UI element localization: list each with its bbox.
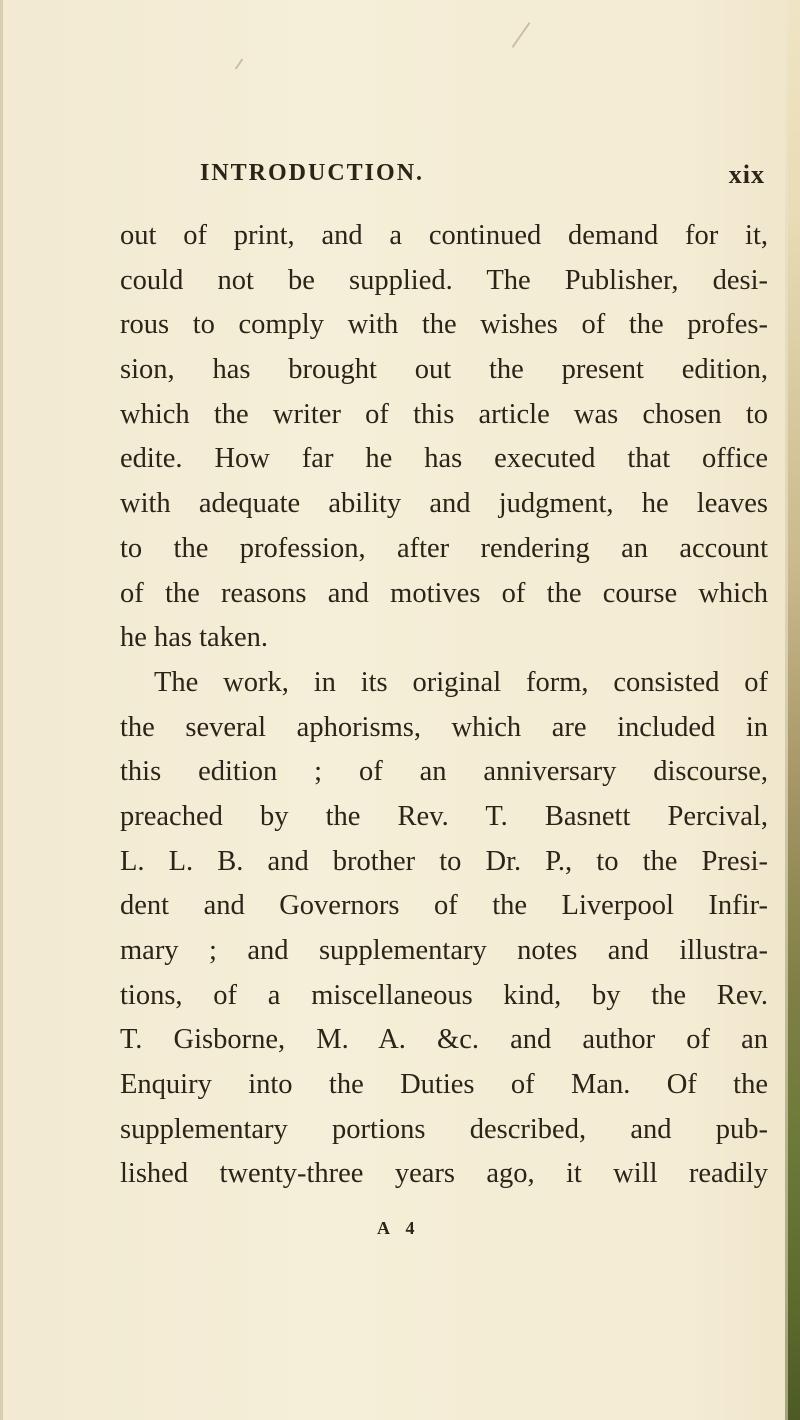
text-line: rous to comply with the wishes of the profes-	[120, 309, 768, 341]
text-line: mary ; and supplementary notes and illustra-	[120, 935, 768, 966]
text-line: The work, in its original form, consisted of	[154, 666, 768, 698]
text-line: sion, has brought out the present edition,	[120, 354, 768, 386]
text-line: to the profession, after rendering an account	[120, 532, 768, 564]
text-line: with adequate ability and judgment, he leaves	[120, 488, 768, 520]
paper-mark	[512, 22, 531, 48]
text-line: lished twenty-three years ago, it will readily	[120, 1158, 768, 1190]
text-line: which the writer of this article was chosen to	[120, 398, 768, 430]
text-line: could not be supplied. The Publisher, desi-	[120, 264, 768, 296]
page-left-edge	[0, 0, 3, 1420]
text-line: T. Gisborne, M. A. &c. and author of an	[120, 1024, 768, 1056]
text-line: Enquiry into the Duties of Man. Of the	[120, 1069, 768, 1101]
text-line: the several aphorisms, which are included in	[120, 711, 768, 743]
page-right-edge	[788, 0, 800, 1420]
body-text	[120, 214, 768, 1197]
text-line: this edition ; of an anniversary discourse,	[120, 756, 768, 788]
text-line: supplementary portions described, and pub-	[120, 1113, 768, 1145]
text-line: preached by the Rev. T. Basnett Percival,	[120, 800, 768, 832]
text-line: L. L. B. and brother to Dr. P., to the Presi-	[120, 845, 768, 877]
text-line: tions, of a miscellaneous kind, by the Rev.	[120, 979, 768, 1011]
text-line: out of print, and a continued demand for it,	[120, 220, 768, 251]
page-number: xix	[728, 160, 765, 189]
text-line: dent and Governors of the Liverpool Infir-	[120, 890, 768, 922]
signature-mark: A 4	[377, 1218, 421, 1238]
running-head: INTRODUCTION.	[200, 160, 425, 186]
text-line: he has taken.	[120, 622, 268, 654]
page-header	[200, 160, 765, 200]
text-line: of the reasons and motives of the course which	[120, 577, 768, 609]
text-line: edite. How far he has executed that office	[120, 443, 768, 475]
paper-mark	[235, 59, 244, 70]
